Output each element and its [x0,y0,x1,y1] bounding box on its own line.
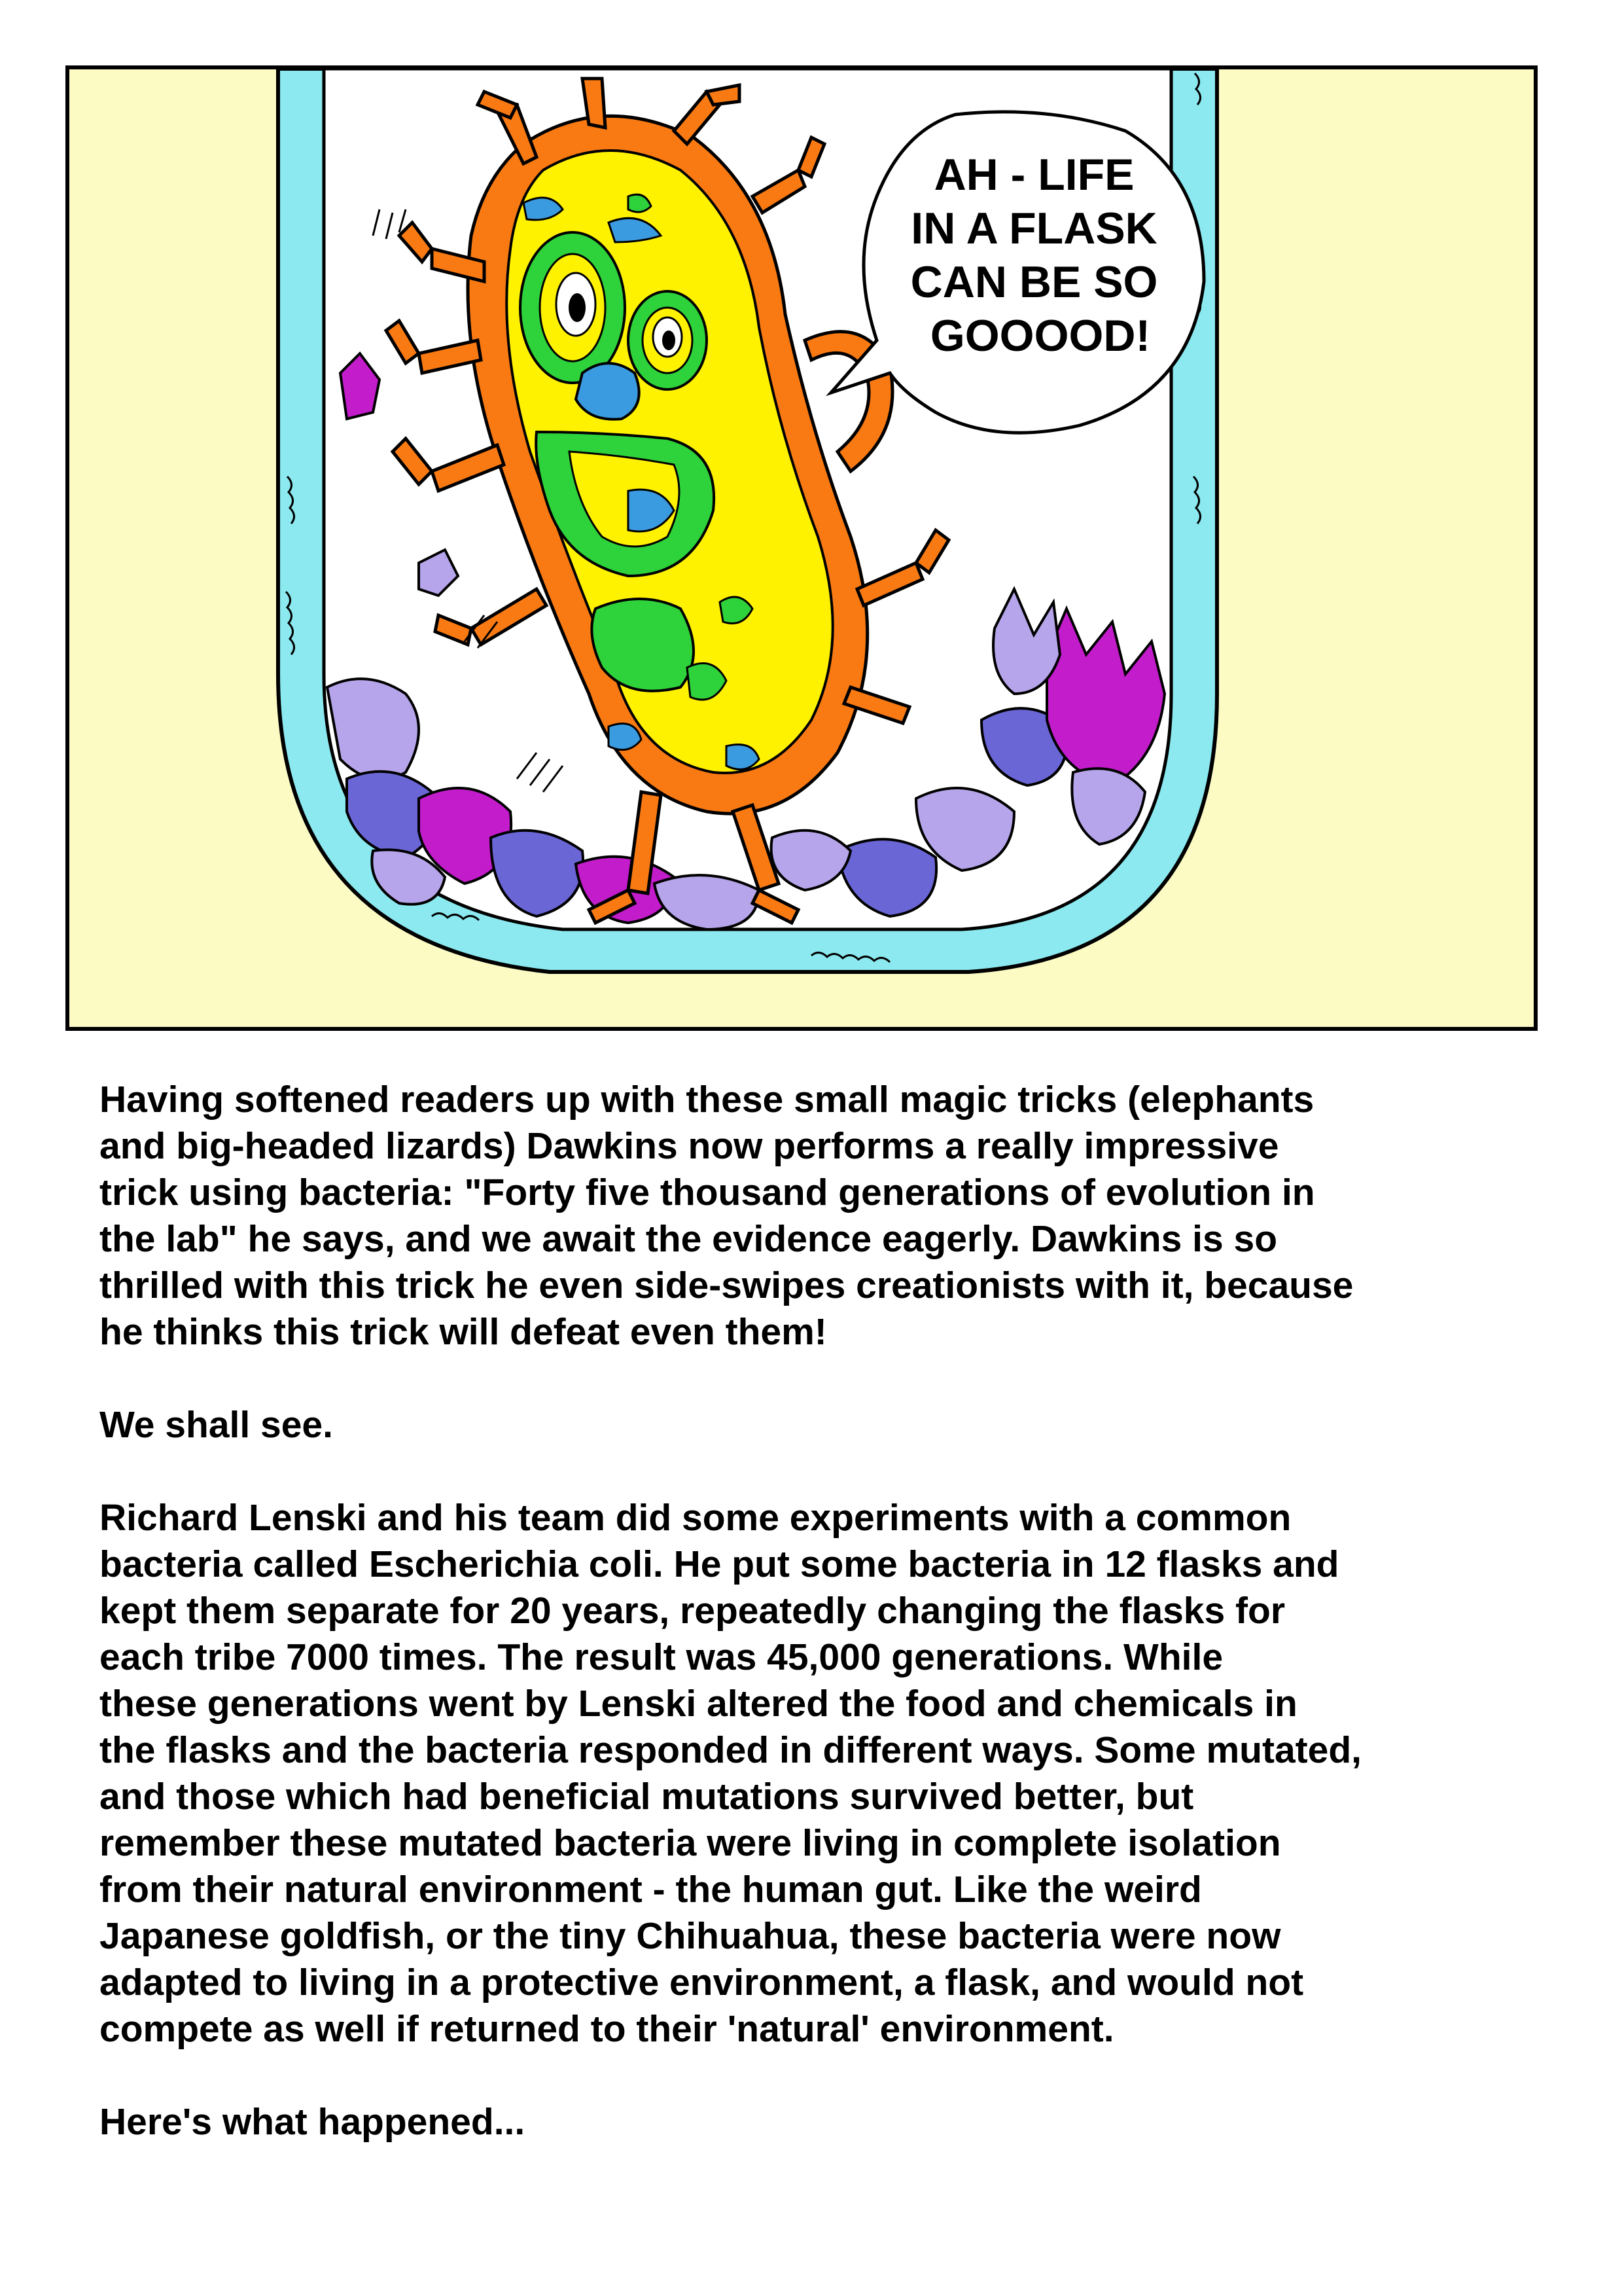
paragraph-lenski-experiment: Richard Lenski and his team did some experiments with a common bacteria called Escherichia coli. He put some bacteria in 12 flasks and kept them separate for 20 years, repeatedly changing the flasks for each tribe 7000 times. The result was 45,000 generations. While these generations went by Lenski altered the food and chemicals in the flasks and the bacteria responded in different ways. Some mutated, and those which had beneficial mutations survived better, but remember these mutated bacteria were living in complete isolation from their natural environment - the human gut. Like the weird Japanese goldfish, or the tiny Chihuahua, these bacteria were now adapted to living in a protective environment, a flask, and would not compete as well if returned to their 'natural' environment. [99,1497,1362,2050]
bubble-line-1: AH - LIFE [934,150,1135,200]
body-text [99,1077,1539,2145]
paragraph-conclusion: Here's what happened... [99,2101,525,2143]
bubble-line-2: IN A FLASK [911,204,1157,253]
comic-panel [65,65,1538,1031]
paragraph-intro: Having softened readers up with these small magic tricks (elephants and big-headed lizards) Dawkins now performs a really impressive trick using bacteria: "Forty five thousand generations of evolution in the lab" he says, and we await the evidence eagerly. Dawkins is so thrilled with this trick he even side-swipes creationists with it, because he thinks this trick will defeat even them! [99,1079,1354,1353]
paragraph-we-shall-see: We shall see. [99,1404,333,1446]
bubble-line-4: GOOOOD! [930,311,1151,361]
bubble-line-3: CAN BE SO [910,257,1158,307]
